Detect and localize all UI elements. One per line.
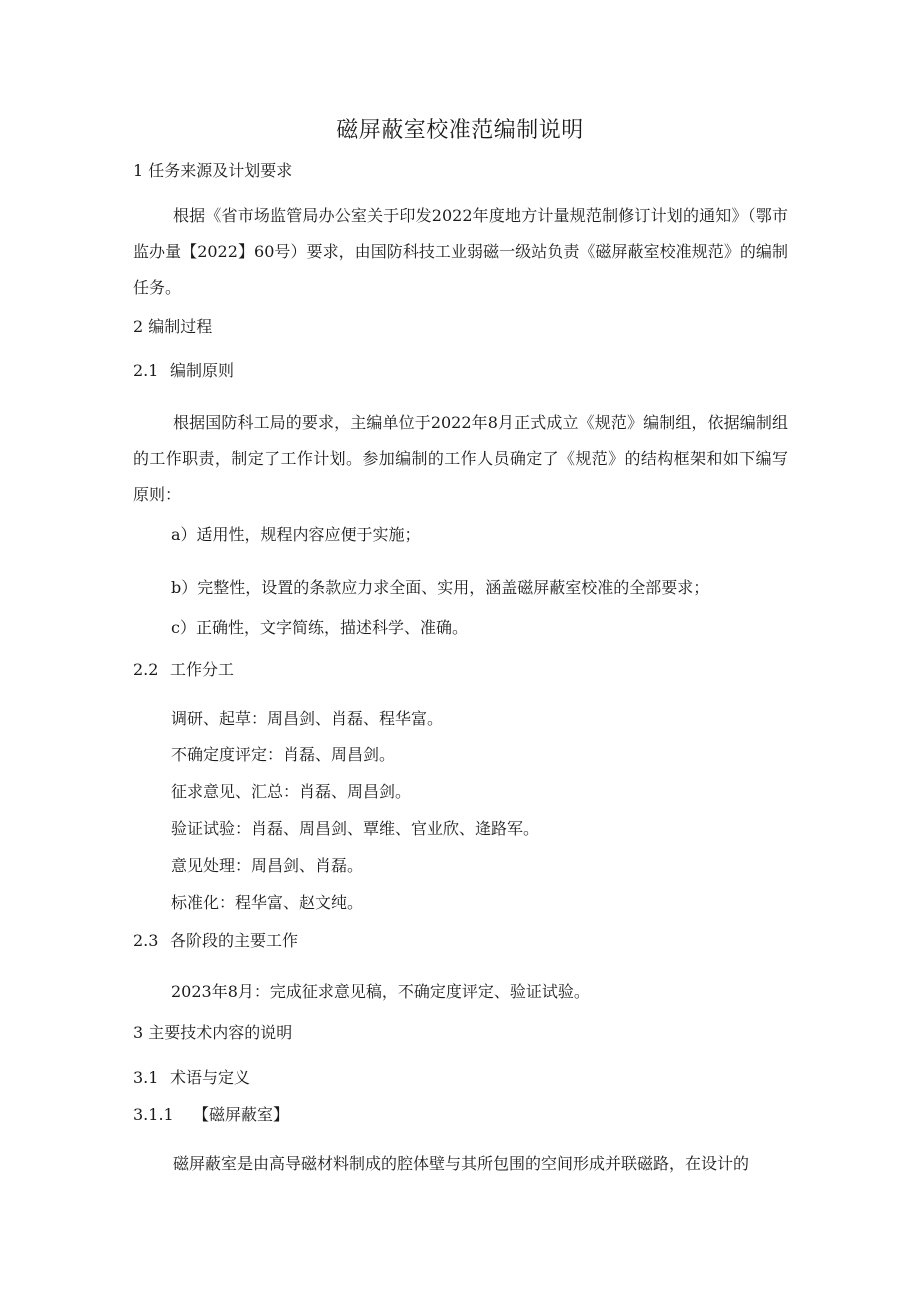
division-item: 验证试验：肖磊、周昌剑、覃维、官业欣、逄路军。 bbox=[171, 819, 540, 838]
section-title: 【磁屏蔽室】 bbox=[193, 1105, 290, 1124]
section-number: 2.1 bbox=[133, 361, 159, 380]
section-title: 各阶段的主要工作 bbox=[170, 931, 299, 950]
division-item: 不确定度评定：肖磊、周昌剑。 bbox=[171, 745, 396, 764]
section-number: 2.3 bbox=[133, 931, 159, 950]
section-number: 3.1 bbox=[133, 1068, 159, 1087]
document-title: 磁屏蔽室校准范编制说明 bbox=[336, 118, 584, 143]
division-item: 征求意见、汇总：肖磊、周昌剑。 bbox=[171, 782, 412, 801]
section-2-1-paragraph: 根据国防科工局的要求，主编单位于2022年8月正式成立《规范》编制组，依据编制组的工作职责，制定了工作计划。参加编制的工作人员确定了《规范》的结构框架和如下编写原则： bbox=[133, 413, 788, 504]
section-1-heading: 1 任务来源及计划要求 bbox=[133, 161, 293, 180]
section-title: 编制原则 bbox=[170, 361, 235, 380]
section-number: 3.1.1 bbox=[133, 1105, 174, 1124]
section-title: 术语与定义 bbox=[170, 1068, 251, 1087]
section-2-heading: 2 编制过程 bbox=[133, 317, 213, 336]
division-item: 意见处理：周昌剑、肖磊。 bbox=[171, 856, 364, 875]
section-1-paragraph: 根据《省市场监管局办公室关于印发2022年度地方计量规范制修订计划的通知》（鄂市监办量【2022】60号）要求，由国防科技工业弱磁一级站负责《磁屏蔽室校准规范》的编制任务。 bbox=[133, 206, 788, 297]
division-item: 调研、起草：周昌剑、肖磊、程华富。 bbox=[171, 709, 444, 728]
section-3-heading: 3 主要技术内容的说明 bbox=[133, 1023, 293, 1042]
section-3-1-1-heading bbox=[133, 1104, 289, 1126]
section-3-1-heading bbox=[133, 1067, 250, 1089]
section-2-1-heading bbox=[133, 360, 234, 382]
section-3-1-1-paragraph: 磁屏蔽室是由高导磁材料制成的腔体壁与其所包围的空间形成并联磁路，在设计的 bbox=[173, 1154, 750, 1173]
division-item: 标准化：程华富、赵文纯。 bbox=[171, 893, 364, 912]
principle-item: a）适用性，规程内容应便于实施； bbox=[171, 525, 421, 544]
stage-work-item: 2023年8月：完成征求意见稿，不确定度评定、验证试验。 bbox=[171, 982, 590, 1001]
section-2-3-heading bbox=[133, 930, 298, 952]
principle-item: c）正确性，文字简练，描述科学、准确。 bbox=[171, 618, 468, 637]
principle-item: b）完整性，设置的条款应力求全面、实用，涵盖磁屏蔽室校准的全部要求； bbox=[171, 578, 710, 597]
section-number: 2.2 bbox=[133, 660, 159, 679]
section-title: 工作分工 bbox=[170, 660, 235, 679]
section-2-2-heading bbox=[133, 659, 234, 681]
